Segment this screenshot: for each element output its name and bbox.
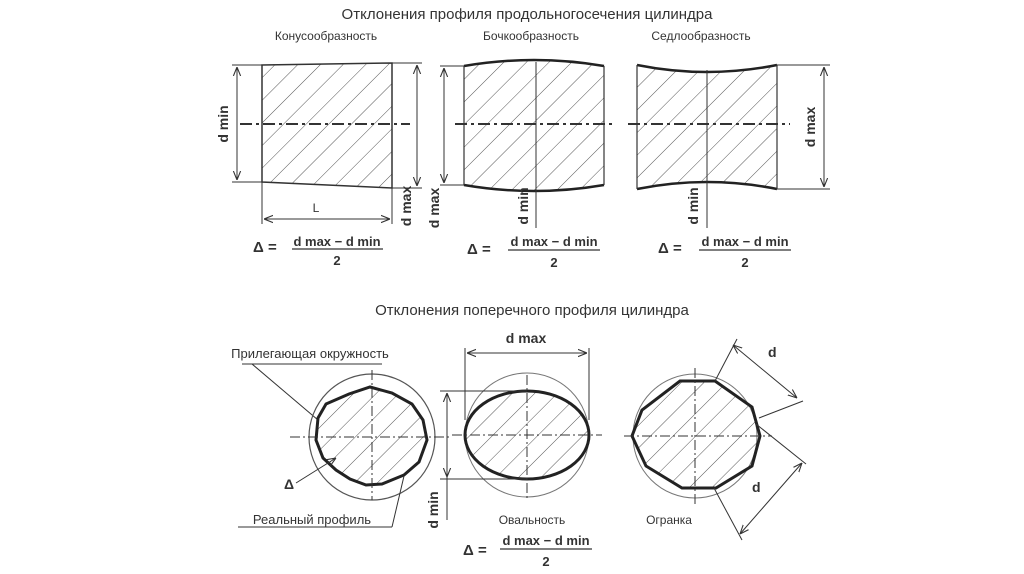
svg-text:d max − d min: d max − d min: [510, 234, 598, 249]
saddle-figure: [628, 29, 830, 228]
saddle-dmax-label: d max: [802, 106, 818, 148]
taper-figure: [215, 29, 422, 226]
svg-text:2: 2: [333, 253, 341, 268]
oval-dmax-label: d max: [505, 330, 547, 346]
svg-text:2: 2: [741, 255, 749, 270]
barrel-body: [464, 60, 604, 191]
oval-dmin-label: d min: [425, 491, 441, 529]
transverse-title: Отклонения поперечного профиля цилиндра: [375, 302, 689, 319]
barrel-dmax-label: d max: [426, 187, 442, 229]
svg-text:Δ =: Δ =: [658, 240, 682, 257]
taper-dmax-label: d max: [398, 185, 414, 227]
facet-lower-d-label: d: [752, 479, 761, 495]
svg-text:d max − d min: d max − d min: [293, 234, 381, 249]
barrel-dmin-label: d min: [515, 187, 531, 225]
adjacent-circle-label: Прилегающая окружность: [231, 346, 389, 361]
delta-label: Δ: [284, 476, 295, 492]
ovality-figure: [425, 330, 602, 529]
formula-transverse: [463, 533, 592, 569]
svg-text:d max − d min: d max − d min: [701, 234, 789, 249]
facet-upper-d-dim: [733, 345, 797, 398]
formula-saddle: [658, 234, 791, 270]
facet-lower-d-dim: [740, 463, 802, 534]
barrel-label: Бочкообразность: [483, 29, 579, 43]
faceted-shape: [632, 381, 760, 488]
svg-text:Δ =: Δ =: [253, 239, 277, 256]
taper-label: Конусообразность: [274, 29, 378, 43]
svg-text:Δ =: Δ =: [467, 241, 491, 258]
svg-text:2: 2: [550, 255, 558, 270]
longitudinal-title: Отклонения профиля продольногосечения цилиндра: [341, 6, 713, 23]
saddle-label: Седлообразность: [651, 29, 751, 43]
taper-dmin-label: d min: [215, 105, 231, 143]
real-profile-figure: [231, 346, 452, 527]
real-profile-label: Реальный профиль: [252, 512, 372, 527]
faceting-figure: [624, 339, 806, 540]
taper-length-label: L: [312, 201, 320, 215]
barrel-figure: [426, 29, 616, 228]
faceting-label: Огранка: [646, 513, 692, 527]
taper-body: [262, 63, 392, 188]
svg-text:d max − d min: d max − d min: [502, 533, 590, 548]
svg-text:2: 2: [542, 554, 550, 569]
formula-barrel: [467, 234, 600, 270]
ovality-label: Овальность: [498, 513, 566, 527]
facet-upper-d-label: d: [768, 344, 777, 360]
svg-text:Δ =: Δ =: [463, 542, 487, 559]
saddle-dmin-label: d min: [685, 187, 701, 225]
formula-taper: [253, 234, 383, 268]
